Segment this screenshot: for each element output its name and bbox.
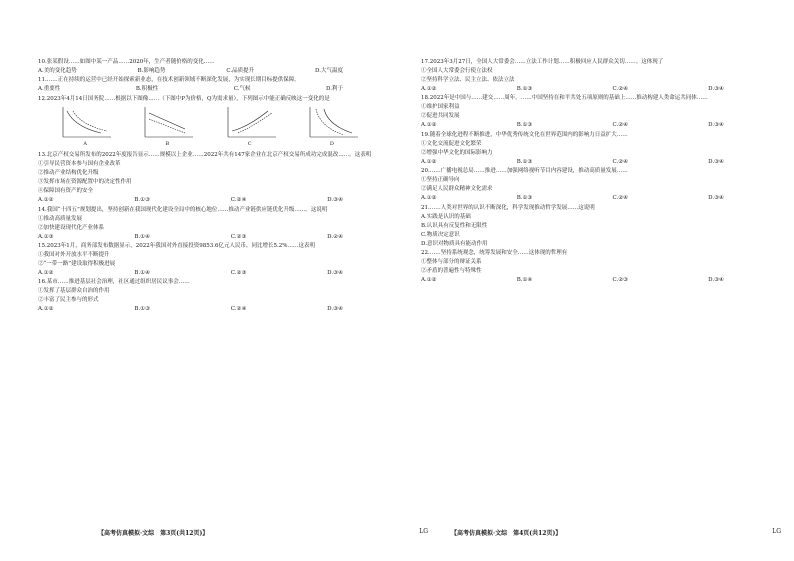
graph-c-svg [222, 105, 278, 141]
q14-options [38, 233, 383, 241]
graph-label: D [329, 141, 334, 148]
option: D.③④ [327, 306, 343, 313]
q15-item: ②“一带一路”建设取得积极进展 [38, 261, 116, 268]
q20-options [421, 194, 764, 202]
option: A.①② [421, 195, 437, 202]
q17-item: ②坚持科学立法、民主立法、依法立法 [421, 77, 515, 83]
q17-item: ①全国人大常委会行使立法权 [421, 68, 493, 74]
option: B.①④ [134, 270, 151, 277]
q16-options [38, 305, 383, 313]
question-18: 18.2022年是中国与……建交……周年。……中国坚持在和平共处五项原则的基础上……推动构建人类命运共同体…… [421, 95, 708, 102]
q18-item: ②促进共同发展 [421, 113, 460, 120]
q19-item: ①文化交流促进文化繁荣 [421, 140, 482, 147]
graph-d-svg [304, 105, 360, 141]
q13-item: ④保障国有资产的安全 [38, 188, 94, 195]
q15-options [38, 269, 383, 277]
graph-a-svg [57, 105, 113, 141]
q20-item: ②满足人民群众精神文化需求 [421, 186, 493, 193]
q17-options [421, 85, 764, 93]
graph-c [222, 105, 278, 149]
question-20: 20.……广播电视总局……推进……加强网络视听节目内容建设，推动高质量发展…… [421, 168, 628, 175]
footer-text: 【高考仿真模拟·文综 第3页(共12页)】 [98, 530, 209, 537]
q16-item: ②丰富了民主参与的形式 [38, 297, 99, 304]
q10-options [38, 67, 383, 75]
graph-label: C [247, 141, 252, 148]
option: D.③④ [708, 122, 724, 129]
option: D.③④ [327, 270, 343, 277]
q13-options [38, 196, 383, 204]
option: C.②④ [230, 306, 247, 313]
option: C.②④ [230, 197, 247, 204]
option: B.①③ [516, 86, 533, 92]
option: B.①③ [516, 158, 533, 165]
option: C.②④ [612, 195, 629, 202]
question-10: 10.张某假设……如图中某一产品……2020年，生产者随价格的变化…… [38, 59, 215, 65]
option: D.③④ [708, 158, 724, 165]
question-15: 15.2023年1月，商务部发布数据显示，2022年我国对外直接投资9853.6亿元人民币，同比增长5.2%……这表明 [38, 243, 315, 250]
option: A.①② [421, 158, 437, 165]
option: A.①② [421, 86, 437, 92]
question-12: 12.2023年4月14日国务院……根据以下图像……（下图中P为价格，Q为需求量），下列图示中能正确反映这一变化的是 [38, 95, 330, 102]
page-footer [98, 528, 428, 537]
q22-options [421, 276, 764, 284]
q20-item: ①坚持正确导向 [421, 177, 460, 184]
option: D.③④ [708, 86, 724, 92]
question-13: 13.北京产权交易所发布的2022年度报告显示……规模以上企业……2022年共有147家企业在北京产权交易所成功完成混改……。这表明 [38, 152, 372, 159]
graph-d [304, 105, 360, 149]
q11-options [38, 85, 383, 93]
q21-option: D.意识对物质具有能动作用 [421, 240, 488, 247]
q13-item: ③发挥市场在资源配置中的决定性作用 [38, 179, 132, 186]
option: D.③④ [708, 195, 724, 202]
option: C.气候 [233, 86, 251, 93]
q21-option: A.实践是认识的基础 [421, 213, 471, 220]
page-footer [451, 528, 781, 537]
option: C.②④ [612, 86, 629, 92]
q12-graphs [44, 105, 373, 149]
graph-b-svg [139, 105, 195, 141]
option: A.①② [421, 122, 437, 129]
option: C.②④ [612, 158, 629, 165]
q14-item: ①推动高质量发展 [38, 215, 83, 222]
option: C.②③ [230, 270, 247, 277]
question-16: 16.某市……推进基层社会治理，社区通过组织居民议事会…… [38, 279, 190, 286]
q18-item: ①维护国家利益 [421, 104, 460, 111]
question-22: 22.……坚持系统观念，统筹发展和安全……这体现的哲理有 [421, 249, 568, 256]
question-19: 19.随着全球化进程不断推进，中华优秀传统文化在世界范围内的影响力日益扩大…… [421, 131, 628, 138]
q14-item: ②加快建设现代化产业体系 [38, 224, 105, 231]
graph-a [57, 105, 113, 149]
option: B.①④ [516, 276, 533, 283]
option: B.①③ [516, 122, 533, 129]
q19-item: ②增强中华文化的国际影响力 [421, 149, 493, 156]
option: C.品质提升 [226, 68, 255, 74]
q21-option: C.物质决定意识 [421, 231, 460, 238]
q21-option: B.认识具有反复性和无限性 [421, 222, 488, 229]
option: B.影响趋势 [137, 68, 166, 74]
option: D.②④ [327, 233, 343, 240]
option: A.①② [38, 306, 54, 313]
footer-text: 【高考仿真模拟·文综 第4页(共12页)】 [451, 530, 562, 537]
question-14: 14.我国“十四五”规划提出，坚持创新在我国现代化建设全局中的核心地位……推动产业链供应链优化升级……。这说明 [38, 206, 328, 213]
q13-item: ①引导民营资本参与国有企业改革 [38, 161, 121, 168]
question-21: 21.……人类对世界的认识不断深化，科学发现推动哲学发展……这说明 [421, 204, 595, 211]
option: B.①④ [134, 233, 151, 240]
option: B.①③ [134, 197, 151, 204]
question-17: 17.2023年3月27日，全国人大常委会……立法工作计划……积极回应人民群众关切……。这体现了 [421, 59, 664, 65]
option: D.利于 [326, 86, 343, 93]
option: A.①② [38, 270, 54, 277]
footer-code: LG [419, 528, 428, 535]
option: B.①③ [134, 306, 151, 313]
option: A.①② [421, 276, 437, 283]
option: B.①③ [516, 195, 533, 202]
graph-b [139, 105, 195, 149]
graph-label: B [165, 141, 170, 148]
option: C.②③ [230, 233, 247, 240]
q18-options [421, 121, 764, 129]
option: D.③④ [708, 276, 724, 283]
option: B.积极性 [135, 86, 159, 93]
option: D.大气温度 [315, 68, 343, 74]
q22-item: ②矛盾的普遍性与特殊性 [421, 267, 482, 274]
option: A.①② [38, 197, 54, 204]
q13-item: ②推动产业结构优化升级 [38, 170, 99, 177]
option: D.③④ [327, 197, 343, 204]
q22-item: ①整体与部分的辩证关系 [421, 258, 482, 265]
q16-item: ①发挥了基层群众自治的作用 [38, 288, 110, 295]
q15-item: ①我国对外开放水平不断提升 [38, 252, 110, 259]
footer-code: LG [772, 528, 781, 535]
q19-options [421, 158, 764, 166]
question-11: 11.……正在持续的运营中已经开始探索新业态，在技术创新领域不断深化发展，为实现长期目标提供保障。 [38, 77, 300, 84]
right-page [397, 0, 794, 561]
option: C.②④ [612, 122, 629, 129]
option: C.②③ [612, 276, 629, 283]
option: A.①③ [38, 233, 54, 240]
option: A.美的变化趋势 [38, 68, 77, 74]
option: A.重要性 [38, 86, 61, 93]
graph-label: A [83, 141, 87, 148]
